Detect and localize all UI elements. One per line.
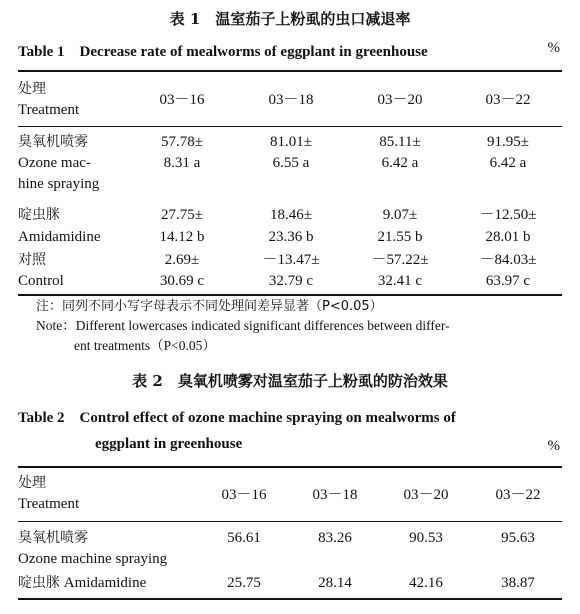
table1-cell-sd: 6.55 a: [272, 155, 310, 171]
table2-cell: 42.16: [409, 575, 443, 591]
table1-row-name-cn: 臭氧机喷雾: [18, 134, 88, 150]
table1-header-date: 03－20: [377, 92, 423, 108]
table1-header-date: 03－18: [268, 92, 314, 108]
table1-header-treatment-en: Treatment: [18, 102, 80, 118]
table1-row-name-cn: 啶虫脒: [18, 207, 60, 223]
table1-cell-sd: 8.31 a: [163, 155, 201, 171]
table1-cell-sd: 32.79 c: [268, 273, 314, 289]
table1-header-rule: [18, 126, 562, 127]
table1-cell-mean: 9.07±: [382, 207, 418, 223]
table1-cell-sd: 63.97 c: [485, 273, 531, 289]
table1-unit: %: [547, 40, 560, 56]
table1-header-treatment-cn: 处理: [18, 81, 46, 97]
table2-header-date: 03－22: [495, 487, 541, 503]
table1-note-en: Note：Different lowercases indicated significant differences between differ-: [36, 318, 450, 333]
table2-cell: 25.75: [227, 575, 261, 591]
table1-cell-mean: －57.22±: [371, 252, 429, 268]
table1-cell-mean: －84.03±: [479, 252, 537, 268]
table1-row-name-en: Ozone mac-: [18, 155, 91, 171]
table1-cell-mean: －12.50±: [479, 207, 537, 223]
table2-header-treatment-en: Treatment: [18, 496, 80, 512]
table1-header-date: 03－16: [159, 92, 205, 108]
table2-title-en: Table 2 Control effect of ozone machine spraying on mealworms of: [18, 410, 456, 426]
table1-cell-sd: 30.69 c: [159, 273, 205, 289]
table1-cell-mean: 85.11±: [379, 134, 421, 150]
table2-header-date: 03－20: [403, 487, 449, 503]
table1-cell-sd: 23.36 b: [268, 229, 314, 245]
table1-cell-mean: －13.47±: [262, 252, 320, 268]
table1-title-en: Table 1 Decrease rate of mealworms of eggplant in greenhouse: [18, 44, 428, 60]
table2-unit: %: [547, 438, 560, 454]
table1-cell-mean: 18.46±: [270, 207, 312, 223]
table1-cell-mean: 2.69±: [164, 252, 200, 268]
table1-row-name-en: hine spraying: [18, 176, 100, 192]
table2-header-treatment-cn: 处理: [18, 475, 46, 491]
table2-bottom-rule: [18, 598, 562, 600]
table2-header-date: 03－16: [221, 487, 267, 503]
table1-note-en-cont: ent treatments（P<0.05）: [74, 338, 216, 353]
table2-title-en-cont: eggplant in greenhouse: [95, 436, 243, 452]
table2-header-rule: [18, 521, 562, 522]
table2-header-date: 03－18: [312, 487, 358, 503]
table2-cell: 38.87: [501, 575, 535, 591]
table1-row-name-cn: 对照: [18, 252, 46, 268]
table1-cell-sd: 32.41 c: [377, 273, 423, 289]
table1-cell-mean: 91.95±: [487, 134, 529, 150]
table1-cell-sd: 14.12 b: [159, 229, 205, 245]
table2-row-name: 啶虫脒 Amidamidine: [18, 575, 147, 591]
table2-cell: 56.61: [227, 530, 261, 546]
table1-cell-mean: 81.01±: [270, 134, 312, 150]
table1-header-date: 03－22: [485, 92, 531, 108]
table1-row-name-en: Control: [18, 273, 64, 289]
table1-row-name-en: Amidamidine: [18, 229, 101, 245]
table2-cell: 95.63: [501, 530, 535, 546]
table2-top-rule: [18, 466, 562, 468]
table2-cell: 83.26: [318, 530, 352, 546]
table1-title-cn: 表 1 温室茄子上粉虱的虫口减退率: [169, 10, 411, 28]
table2-row-name-cn: 臭氧机喷雾: [18, 530, 88, 546]
table1-cell-sd: 21.55 b: [377, 229, 423, 245]
table1-note-cn: 注：同列不同小写字母表示不同处理间差异显著（P<0.05）: [36, 299, 383, 314]
table2-title-cn: 表 2 臭氧机喷雾对温室茄子上粉虱的防治效果: [132, 372, 448, 390]
table2-cell: 28.14: [318, 575, 352, 591]
table1-top-rule: [18, 70, 562, 72]
table1-cell-mean: 57.78±: [161, 134, 203, 150]
table2-row-name-en: Ozone machine spraying: [18, 551, 168, 567]
table1-cell-sd: 6.42 a: [381, 155, 419, 171]
table1-cell-mean: 27.75±: [161, 207, 203, 223]
table1-cell-sd: 28.01 b: [485, 229, 531, 245]
table2-cell: 90.53: [409, 530, 443, 546]
table1-cell-sd: 6.42 a: [489, 155, 527, 171]
